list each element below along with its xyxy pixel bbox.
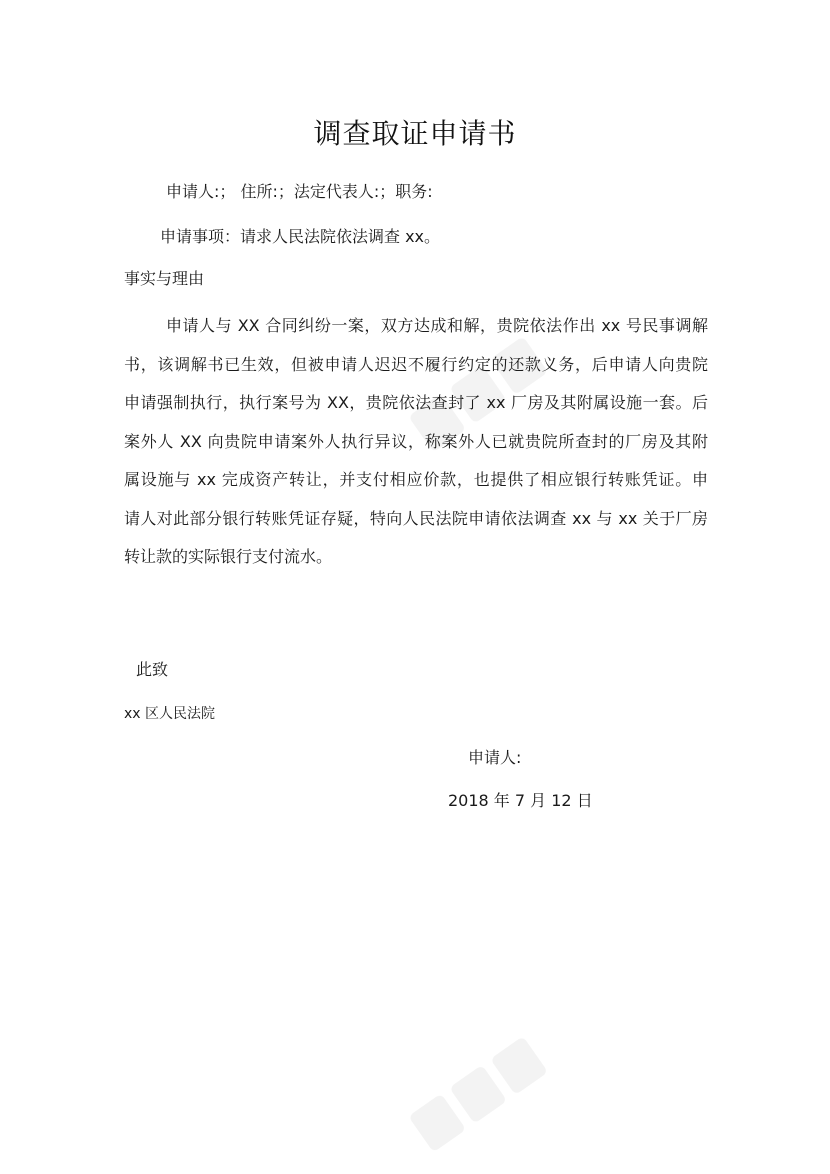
- paragraph-line: 案外人 XX 向贵院申请案外人执行异议，称案外人已就贵院所查封的厂房及其附: [124, 431, 708, 451]
- facts-heading: 事实与理由: [124, 269, 205, 288]
- signature-line: 申请人:: [468, 748, 522, 767]
- paragraph-line: 申请强制执行，执行案号为 XX，贵院依法查封了 xx 厂房及其附属设施一套。后: [124, 393, 708, 412]
- document-title: 调查取证申请书: [313, 117, 517, 150]
- request-item-line: 申请事项：请求人民法院依法调查 xx。: [160, 227, 441, 246]
- court-addressee: xx 区人民法院: [124, 706, 216, 722]
- applicant-info-line: 申请人:； 住所:；法定代表人:；职务:: [166, 182, 433, 201]
- paragraph-line: 申请人与 XX 合同纠纷一案，双方达成和解，贵院依法作出 xx 号民事调解: [166, 316, 708, 335]
- paragraph-line: 属设施与 xx 完成资产转让，并支付相应价款，也提供了相应银行转账凭证。申: [124, 470, 708, 489]
- paragraph-line: 书，该调解书已生效，但被申请人迟迟不履行约定的还款义务，后申请人向贵院: [124, 354, 708, 374]
- paragraph-line: 转让款的实际银行支付流水。: [124, 547, 333, 566]
- paragraph-line: 请人对此部分银行转账凭证存疑，特向人民法院申请依法调查 xx 与 xx 关于厂房: [124, 508, 708, 528]
- facts-paragraph: [124, 307, 708, 577]
- date-line: 2018 年 7 月 12 日: [448, 791, 593, 810]
- closing-salutation: 此致: [136, 660, 169, 679]
